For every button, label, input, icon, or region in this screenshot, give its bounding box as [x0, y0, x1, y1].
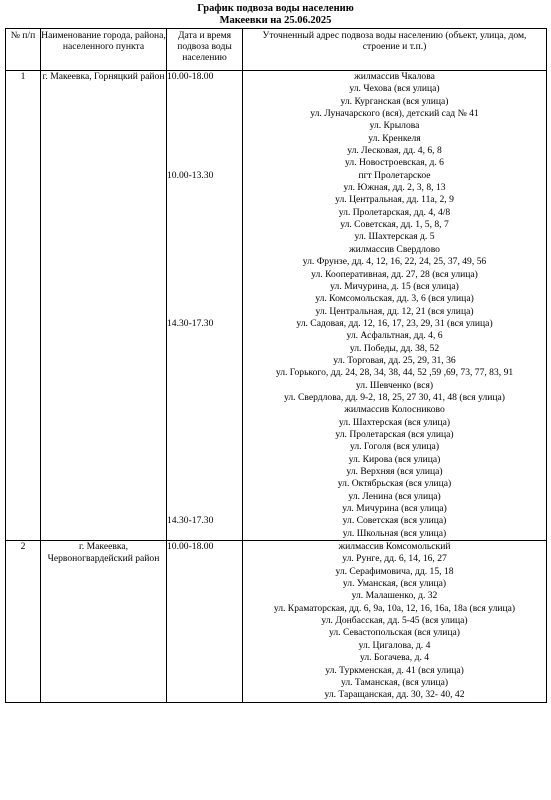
delivery-time: [167, 417, 242, 429]
delivery-time: [167, 343, 242, 355]
address-line: ул. Кооперативная, дд. 27, 28 (вся улица): [311, 268, 478, 280]
address-line: ул. Октябрьская (вся улица): [337, 478, 452, 490]
address-line: ул. Пролетарская (вся улица): [335, 428, 454, 440]
delivery-time: [167, 96, 242, 108]
title-line-1: График подвоза воды населению: [197, 3, 354, 14]
page-title: [0, 3, 551, 27]
address-line: ул. Южная, дд. 2, 3, 8, 13: [343, 182, 446, 194]
table-row: [6, 71, 547, 541]
address-line: ул. Асфальтная, дд. 4, 6: [346, 330, 443, 342]
delivery-time: [167, 269, 242, 281]
address-line: ул. Серафимовича, дд. 15, 18: [335, 565, 454, 577]
delivery-time: [167, 120, 242, 132]
delivery-time-cell: [167, 541, 243, 702]
row-number: 2: [6, 541, 41, 702]
address-line: ул. Краматорская, дд. 6, 9а, 10а, 12, 16, 16а, 18а (вся улица): [273, 602, 516, 614]
delivery-time: [167, 392, 242, 404]
address-line: ул. Садовая, дд. 12, 16, 17, 23, 29, 31 (вся улица): [296, 317, 493, 329]
address-line: ул. Луначарского (вся), детский сад № 41: [310, 108, 479, 120]
delivery-time: 10.00-13.30: [167, 169, 214, 181]
delivery-time: [167, 293, 242, 305]
address-line: ул. Рунге, дд. 6, 14, 16, 27: [342, 553, 447, 565]
address-line: ул. Цигалова, д. 4: [358, 639, 431, 651]
address-line: ул. Пролетарская, дд. 4, 4/8: [338, 206, 451, 218]
address-line: ул. Севастопольская (вся улица): [329, 627, 460, 639]
delivery-time: 14.30-17.30: [167, 515, 214, 527]
address-line: жилмассив Свердлово: [349, 243, 440, 255]
delivery-time: [167, 478, 242, 490]
delivery-time: [167, 256, 242, 268]
address-line: ул. Мичурина, д. 15 (вся улица): [330, 280, 459, 292]
address-line: ул. Шахтерская (вся улица): [338, 416, 451, 428]
delivery-time: [167, 108, 242, 120]
header-city: Наименование города, района, населенного пункта: [41, 29, 167, 71]
address-line: ул. Фрунзе, дд. 4, 12, 16, 22, 24, 25, 37, 49, 56: [302, 256, 487, 268]
table-row: [6, 541, 547, 702]
address-line: ул. Шахтерская д. 5: [354, 231, 435, 243]
address-line: ул. Кренкеля: [368, 132, 421, 144]
delivery-time: 10.00-18.00: [167, 541, 214, 553]
delivery-time: [167, 454, 242, 466]
delivery-time-cell: [167, 71, 243, 541]
address-line: ул. Туркменская, д. 41 (вся улица): [325, 664, 464, 676]
address-line: ул. Богачева, д. 4: [359, 652, 430, 664]
address-line: ул. Малашенко, д. 32: [351, 590, 438, 602]
address-line: ул. Шевченко (вся): [355, 379, 434, 391]
delivery-time: [167, 83, 242, 95]
address-line: ул. Горького, дд. 24, 28, 34, 38, 44, 52 ,59 ,69, 73, 77, 83, 91: [275, 367, 514, 379]
address-line: пгт Пролетарское: [358, 169, 431, 181]
header-address: Уточненный адрес подвоза воды населению (объект, улица, дом, строение и т.п.): [243, 29, 547, 71]
city-district: г. Макеевка, Горняцкий район: [41, 71, 167, 541]
address-line: ул. Центральная, дд. 12, 21 (вся улица): [315, 305, 474, 317]
address-line: ул. Уманская, (вся улица): [342, 578, 447, 590]
delivery-time: [167, 306, 242, 318]
delivery-time: [167, 380, 242, 392]
delivery-time: [167, 404, 242, 416]
address-line: ул. Центральная, дд. 11а, 2, 9: [335, 194, 454, 206]
address-line: ул. Новостроевская, д. 6: [345, 157, 444, 169]
delivery-time: [167, 194, 242, 206]
delivery-time: [167, 219, 242, 231]
table-header-row: [6, 29, 547, 71]
header-time: Дата и время подвоза воды населению: [167, 29, 243, 71]
address-line: ул. Школьная (вся улица): [342, 527, 447, 539]
delivery-time: 14.30-17.30: [167, 317, 214, 329]
delivery-time: 10.00-18.00: [167, 71, 214, 82]
delivery-time: [167, 429, 242, 441]
delivery-time: [167, 145, 242, 157]
address-line: жилмассив Колосниково: [344, 404, 445, 416]
address-cell: [243, 541, 547, 702]
address-line: ул. Победы, дд. 38, 52: [349, 342, 440, 354]
delivery-time: [167, 367, 242, 379]
address-line: ул. Донбасская, дд. 5-45 (вся улица): [321, 615, 468, 627]
address-line: ул. Свердлова, дд. 9-2, 18, 25, 27 30, 41, 48 (вся улица): [284, 391, 505, 403]
address-line: ул. Таманская, (вся улица): [340, 676, 449, 688]
address-line: ул. Торговая, дд. 25, 29, 31, 36: [333, 354, 456, 366]
address-line: ул. Советская, дд. 1, 5, 8, 7: [340, 219, 449, 231]
schedule-table: [5, 28, 547, 703]
address-line: ул. Гоголя (вся улица): [349, 441, 440, 453]
address-line: жилмассив Чкалова: [354, 71, 435, 82]
delivery-time: [167, 503, 242, 515]
address-line: ул. Ленина (вся улица): [348, 490, 441, 502]
delivery-time: [167, 281, 242, 293]
header-num: № п/п: [6, 29, 41, 71]
address-line: ул. Кирова (вся улица): [348, 453, 441, 465]
row-number: 1: [6, 71, 41, 541]
city-district: г. Макеевка, Червоногвардейский район: [41, 541, 167, 702]
delivery-time: [167, 157, 242, 169]
delivery-time: [167, 330, 242, 342]
address-line: ул. Курганская (вся улица): [340, 95, 449, 107]
delivery-time: [167, 441, 242, 453]
address-line: ул. Комсомольская, дд. 3, 6 (вся улица): [315, 293, 474, 305]
delivery-time: [167, 182, 242, 194]
address-line: жилмассив Комсомольский: [338, 541, 451, 553]
address-line: ул. Мичурина (вся улица): [342, 503, 447, 515]
title-line-2: Макеевки на 25.06.2025: [219, 15, 332, 26]
delivery-time: [167, 207, 242, 219]
address-line: ул. Советская (вся улица): [342, 515, 447, 527]
delivery-time: [167, 466, 242, 478]
delivery-time: [167, 244, 242, 256]
delivery-time: [167, 491, 242, 503]
address-line: ул. Верхняя (вся улица): [346, 466, 443, 477]
delivery-time: [167, 355, 242, 367]
address-line: ул. Чехова (вся улица): [349, 83, 440, 95]
delivery-time: [167, 231, 242, 243]
delivery-time: [167, 133, 242, 145]
address-cell: [243, 71, 547, 541]
address-line: ул. Лесковая, дд. 4, 6, 8: [347, 145, 442, 157]
address-line: ул. Крылова: [369, 120, 420, 132]
address-line: ул. Таращанская, дд. 30, 32- 40, 42: [324, 689, 465, 701]
